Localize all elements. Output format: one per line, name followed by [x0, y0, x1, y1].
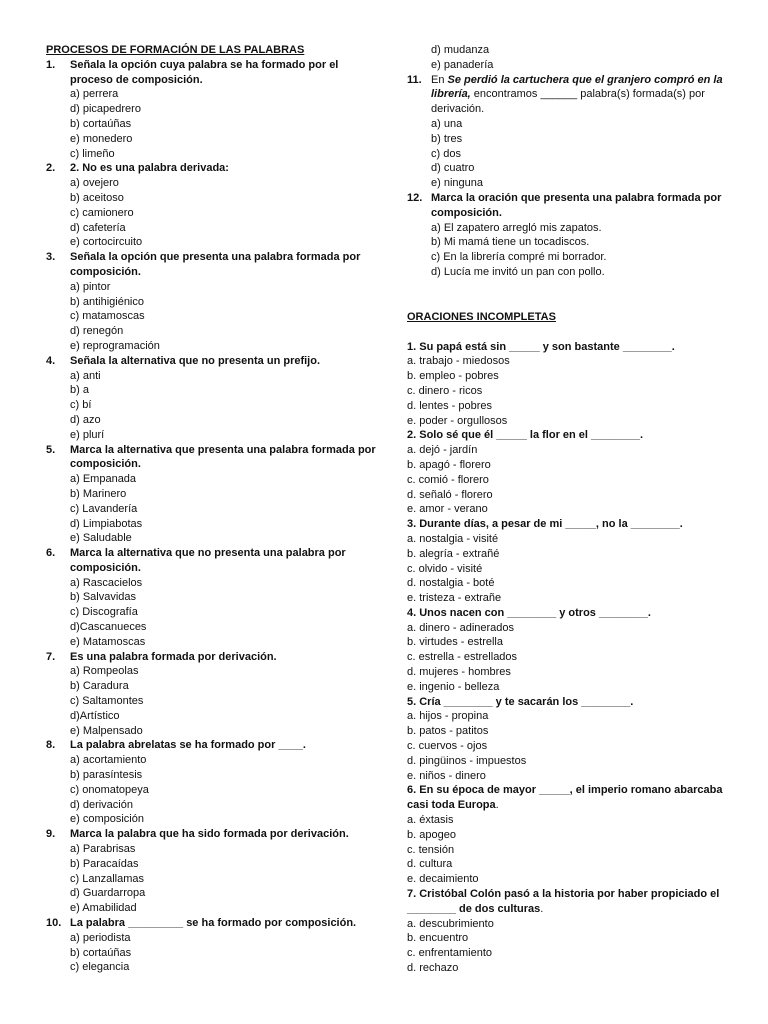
- option-item: e) Saludable: [70, 532, 132, 545]
- left-column: [46, 43, 376, 975]
- option-item: e. poder - orgullosos: [407, 414, 508, 427]
- option-item: d. cultura: [407, 858, 453, 871]
- question-number: 2.: [46, 162, 56, 175]
- option-item: e. amor - verano: [407, 503, 488, 516]
- option-item: a) Rompeolas: [70, 665, 139, 678]
- option-item: b) Salvavidas: [70, 591, 137, 604]
- option-item: c) matamoscas: [70, 310, 145, 323]
- oi-question-text: 2. Solo sé que él _____ la flor en el ________.: [407, 429, 644, 442]
- option-item: d) Guardarropa: [70, 887, 146, 900]
- section-title-procesos: PROCESOS DE FORMACIÓN DE LAS PALABRAS: [46, 44, 305, 56]
- oi-question-text-line: [407, 783, 737, 813]
- option-item: b) Marinero: [70, 487, 127, 500]
- oi-question-text: 7. Cristóbal Colón pasó a la historia por haber propiciado el ________ de dos culturas: [407, 888, 720, 915]
- option-item: a. hijos - propina: [407, 710, 489, 723]
- option-item: d) picapedrero: [70, 103, 141, 116]
- option-item: d) Limpiabotas: [70, 517, 143, 530]
- question-text: Es una palabra formada por derivación.: [70, 650, 277, 663]
- option-item: a) una: [431, 117, 463, 130]
- oi-question-text-line: [407, 887, 737, 917]
- option-item: c) Lanzallamas: [70, 872, 144, 885]
- option-item: b. empleo - pobres: [407, 370, 499, 383]
- question-text-post: encontramos ______ palabra(s) formada(s) por derivación.: [431, 88, 705, 116]
- option-item: a) periodista: [70, 931, 131, 944]
- option-item: b) Paracaídas: [70, 857, 139, 870]
- option-item: e) panadería: [431, 58, 494, 71]
- oi-question-text-line: [407, 428, 737, 443]
- option-item: a) ovejero: [70, 177, 119, 190]
- oi-question-text-line: [407, 340, 737, 355]
- question-11-options: [407, 117, 737, 191]
- option-item: a. trabajo - miedosos: [407, 355, 510, 368]
- question-6: [46, 546, 376, 576]
- question-text: Señala la opción cuya palabra se ha formado por el proceso de composición.: [70, 58, 339, 86]
- oi-question-text-line: [407, 606, 737, 621]
- question-number: 10.: [46, 917, 62, 930]
- oi-question-4: [407, 606, 737, 695]
- question-number: 8.: [46, 739, 56, 752]
- option-item: b. apogeo: [407, 828, 456, 841]
- question-number: 12.: [407, 191, 423, 204]
- left-question-list: [46, 58, 376, 975]
- question-1: [46, 58, 376, 88]
- option-item: b. apagó - florero: [407, 458, 491, 471]
- option-item: c. cuervos - ojos: [407, 740, 488, 753]
- option-item: e) composición: [70, 813, 144, 826]
- oi-question-5: [407, 695, 737, 784]
- question-text-sentence: Se perdió la cartuchera que el granjero compró en la librería,: [431, 73, 723, 101]
- option-item: e) Matamoscas: [70, 635, 146, 648]
- option-item: a. nostalgia - visité: [407, 532, 499, 545]
- question-9: [46, 827, 376, 842]
- option-item: c) Discografía: [70, 606, 138, 619]
- option-item: a. dinero - adinerados: [407, 621, 515, 634]
- option-item: a) Parabrisas: [70, 843, 136, 856]
- option-item: c) camionero: [70, 206, 134, 219]
- question-number: 1.: [46, 58, 56, 71]
- question-8: [46, 738, 376, 753]
- option-item: b) Caradura: [70, 680, 129, 693]
- option-item: c) En la librería compré mi borrador.: [431, 251, 607, 264]
- option-item: b. virtudes - estrella: [407, 636, 503, 649]
- option-item: c) bí: [70, 399, 92, 412]
- oi-question-text: 4. Unos nacen con ________ y otros ________.: [407, 606, 651, 619]
- question-number: 11.: [407, 73, 422, 86]
- option-item: a. dejó - jardín: [407, 444, 478, 457]
- question-number: 4.: [46, 354, 56, 367]
- option-item: a) Rascacielos: [70, 576, 143, 589]
- option-item: b. encuentro: [407, 932, 469, 945]
- option-item: e. niños - dinero: [407, 769, 486, 782]
- option-item: b) cortaúñas: [70, 117, 132, 130]
- option-item: c. comió - florero: [407, 473, 489, 486]
- option-item: a. éxtasis: [407, 814, 454, 827]
- question-text: 2. No es una palabra derivada:: [70, 162, 229, 175]
- option-item: b. alegría - extrañé: [407, 547, 500, 560]
- question-text-pre: En: [431, 73, 448, 86]
- q10-continued-options: [407, 43, 737, 73]
- option-item: e. decaimiento: [407, 873, 479, 886]
- question-number: 7.: [46, 650, 56, 663]
- option-item: a) perrera: [70, 88, 119, 101]
- question-2: [46, 161, 376, 176]
- option-item: c. olvido - visité: [407, 562, 483, 575]
- oi-question-text: 1. Su papá está sin _____ y son bastante ________.: [407, 340, 675, 353]
- option-item: e) Amabilidad: [70, 902, 137, 915]
- option-item: a. descubrimiento: [407, 917, 494, 930]
- question-text: La palabra abrelatas se ha formado por ____.: [70, 739, 306, 752]
- option-item: e. ingenio - belleza: [407, 680, 500, 693]
- option-item: a) El zapatero arregló mis zapatos.: [431, 221, 602, 234]
- option-item: c. estrella - estrellados: [407, 651, 518, 664]
- question-text: Marca la oración que presenta una palabra formada por composición.: [431, 191, 722, 219]
- option-item: e) ninguna: [431, 177, 483, 190]
- option-item: d)Cascanueces: [70, 621, 147, 634]
- oi-question-tail: .: [540, 902, 544, 915]
- option-item: b) tres: [431, 132, 463, 145]
- option-item: b) a: [70, 384, 89, 397]
- option-item: d) derivación: [70, 798, 133, 811]
- option-item: a) pintor: [70, 280, 111, 293]
- option-item: c. dinero - ricos: [407, 384, 483, 397]
- question-11: [407, 73, 737, 117]
- oi-question-text: 3. Durante días, a pesar de mi _____, no la ________.: [407, 518, 683, 531]
- oi-question-6: [407, 783, 737, 887]
- option-item: c) onomatopeya: [70, 783, 149, 796]
- question-number: 3.: [46, 251, 56, 264]
- option-item: d. señaló - florero: [407, 488, 493, 501]
- question-4: [46, 354, 376, 369]
- oi-question-tail: .: [495, 799, 499, 812]
- option-item: c) dos: [431, 147, 461, 160]
- right-column: [407, 43, 737, 976]
- question-7: [46, 650, 376, 665]
- option-item: d. mujeres - hombres: [407, 666, 511, 679]
- option-item: d) mudanza: [431, 44, 490, 56]
- question-3: [46, 250, 376, 280]
- question-12: [407, 191, 737, 221]
- oraciones-question-list: [407, 340, 737, 976]
- oi-question-text: 5. Cría ________ y te sacarán los ________.: [407, 695, 634, 708]
- oi-question-text-line: [407, 517, 737, 532]
- question-text: [431, 73, 737, 117]
- question-text: Marca la alternativa que presenta una palabra formada por composición.: [70, 443, 376, 471]
- section-title-oraciones: ORACIONES INCOMPLETAS: [407, 310, 556, 323]
- option-item: c) elegancia: [70, 961, 130, 974]
- option-item: e) cortocircuito: [70, 236, 143, 249]
- option-item: d) renegón: [70, 325, 124, 338]
- oi-question-2: [407, 428, 737, 517]
- option-item: a) acortamiento: [70, 754, 147, 767]
- question-text: Señala la alternativa que no presenta un prefijo.: [70, 354, 321, 367]
- oi-question-3: [407, 517, 737, 606]
- option-item: c. enfrentamiento: [407, 947, 492, 960]
- option-item: c) Lavandería: [70, 502, 138, 515]
- question-number: 5.: [46, 443, 56, 456]
- option-item: d) cuatro: [431, 162, 475, 175]
- option-item: a) Empanada: [70, 473, 137, 486]
- question-text: La palabra _________ se ha formado por composición.: [70, 917, 357, 930]
- option-item: d. nostalgia - boté: [407, 577, 495, 590]
- option-item: b) cortaúñas: [70, 946, 132, 959]
- option-item: d) cafetería: [70, 221, 126, 234]
- option-item: e) plurí: [70, 428, 105, 441]
- option-item: e) Malpensado: [70, 724, 143, 737]
- oi-question-1: [407, 340, 737, 429]
- option-item: d. pingüinos - impuestos: [407, 754, 527, 767]
- option-item: b. patos - patitos: [407, 725, 489, 738]
- oi-question-text-line: [407, 695, 737, 710]
- question-text: Señala la opción que presenta una palabra formada por composición.: [70, 251, 361, 278]
- option-item: a) anti: [70, 369, 101, 382]
- question-12-options: [407, 221, 737, 280]
- option-item: b) aceitoso: [70, 191, 124, 204]
- question-number: 6.: [46, 547, 56, 560]
- option-item: e) monedero: [70, 132, 133, 145]
- question-10: [46, 916, 376, 931]
- option-item: e) reprogramación: [70, 339, 160, 352]
- option-item: c. tensión: [407, 843, 455, 856]
- option-item: b) Mi mamá tiene un tocadiscos.: [431, 236, 590, 249]
- oi-question-7: [407, 887, 737, 976]
- question-5: [46, 443, 376, 473]
- question-text: Marca la alternativa que no presenta una palabra por composición.: [70, 547, 346, 574]
- option-item: b) parasíntesis: [70, 769, 143, 782]
- option-item: c) limeño: [70, 147, 115, 160]
- option-item: e. tristeza - extrañe: [407, 592, 502, 605]
- option-item: d)Artístico: [70, 709, 120, 722]
- oi-question-text: 6. En su época de mayor _____, el imperio romano abarcaba casi toda Europa: [407, 784, 723, 812]
- option-item: c) Saltamontes: [70, 695, 144, 708]
- option-item: d) Lucía me invitó un pan con pollo.: [431, 265, 605, 278]
- option-item: b) antihigiénico: [70, 295, 144, 308]
- option-item: d. lentes - pobres: [407, 399, 492, 412]
- option-item: d. rechazo: [407, 962, 459, 975]
- question-text: Marca la palabra que ha sido formada por derivación.: [70, 828, 349, 841]
- question-number: 9.: [46, 828, 56, 841]
- option-item: d) azo: [70, 413, 101, 426]
